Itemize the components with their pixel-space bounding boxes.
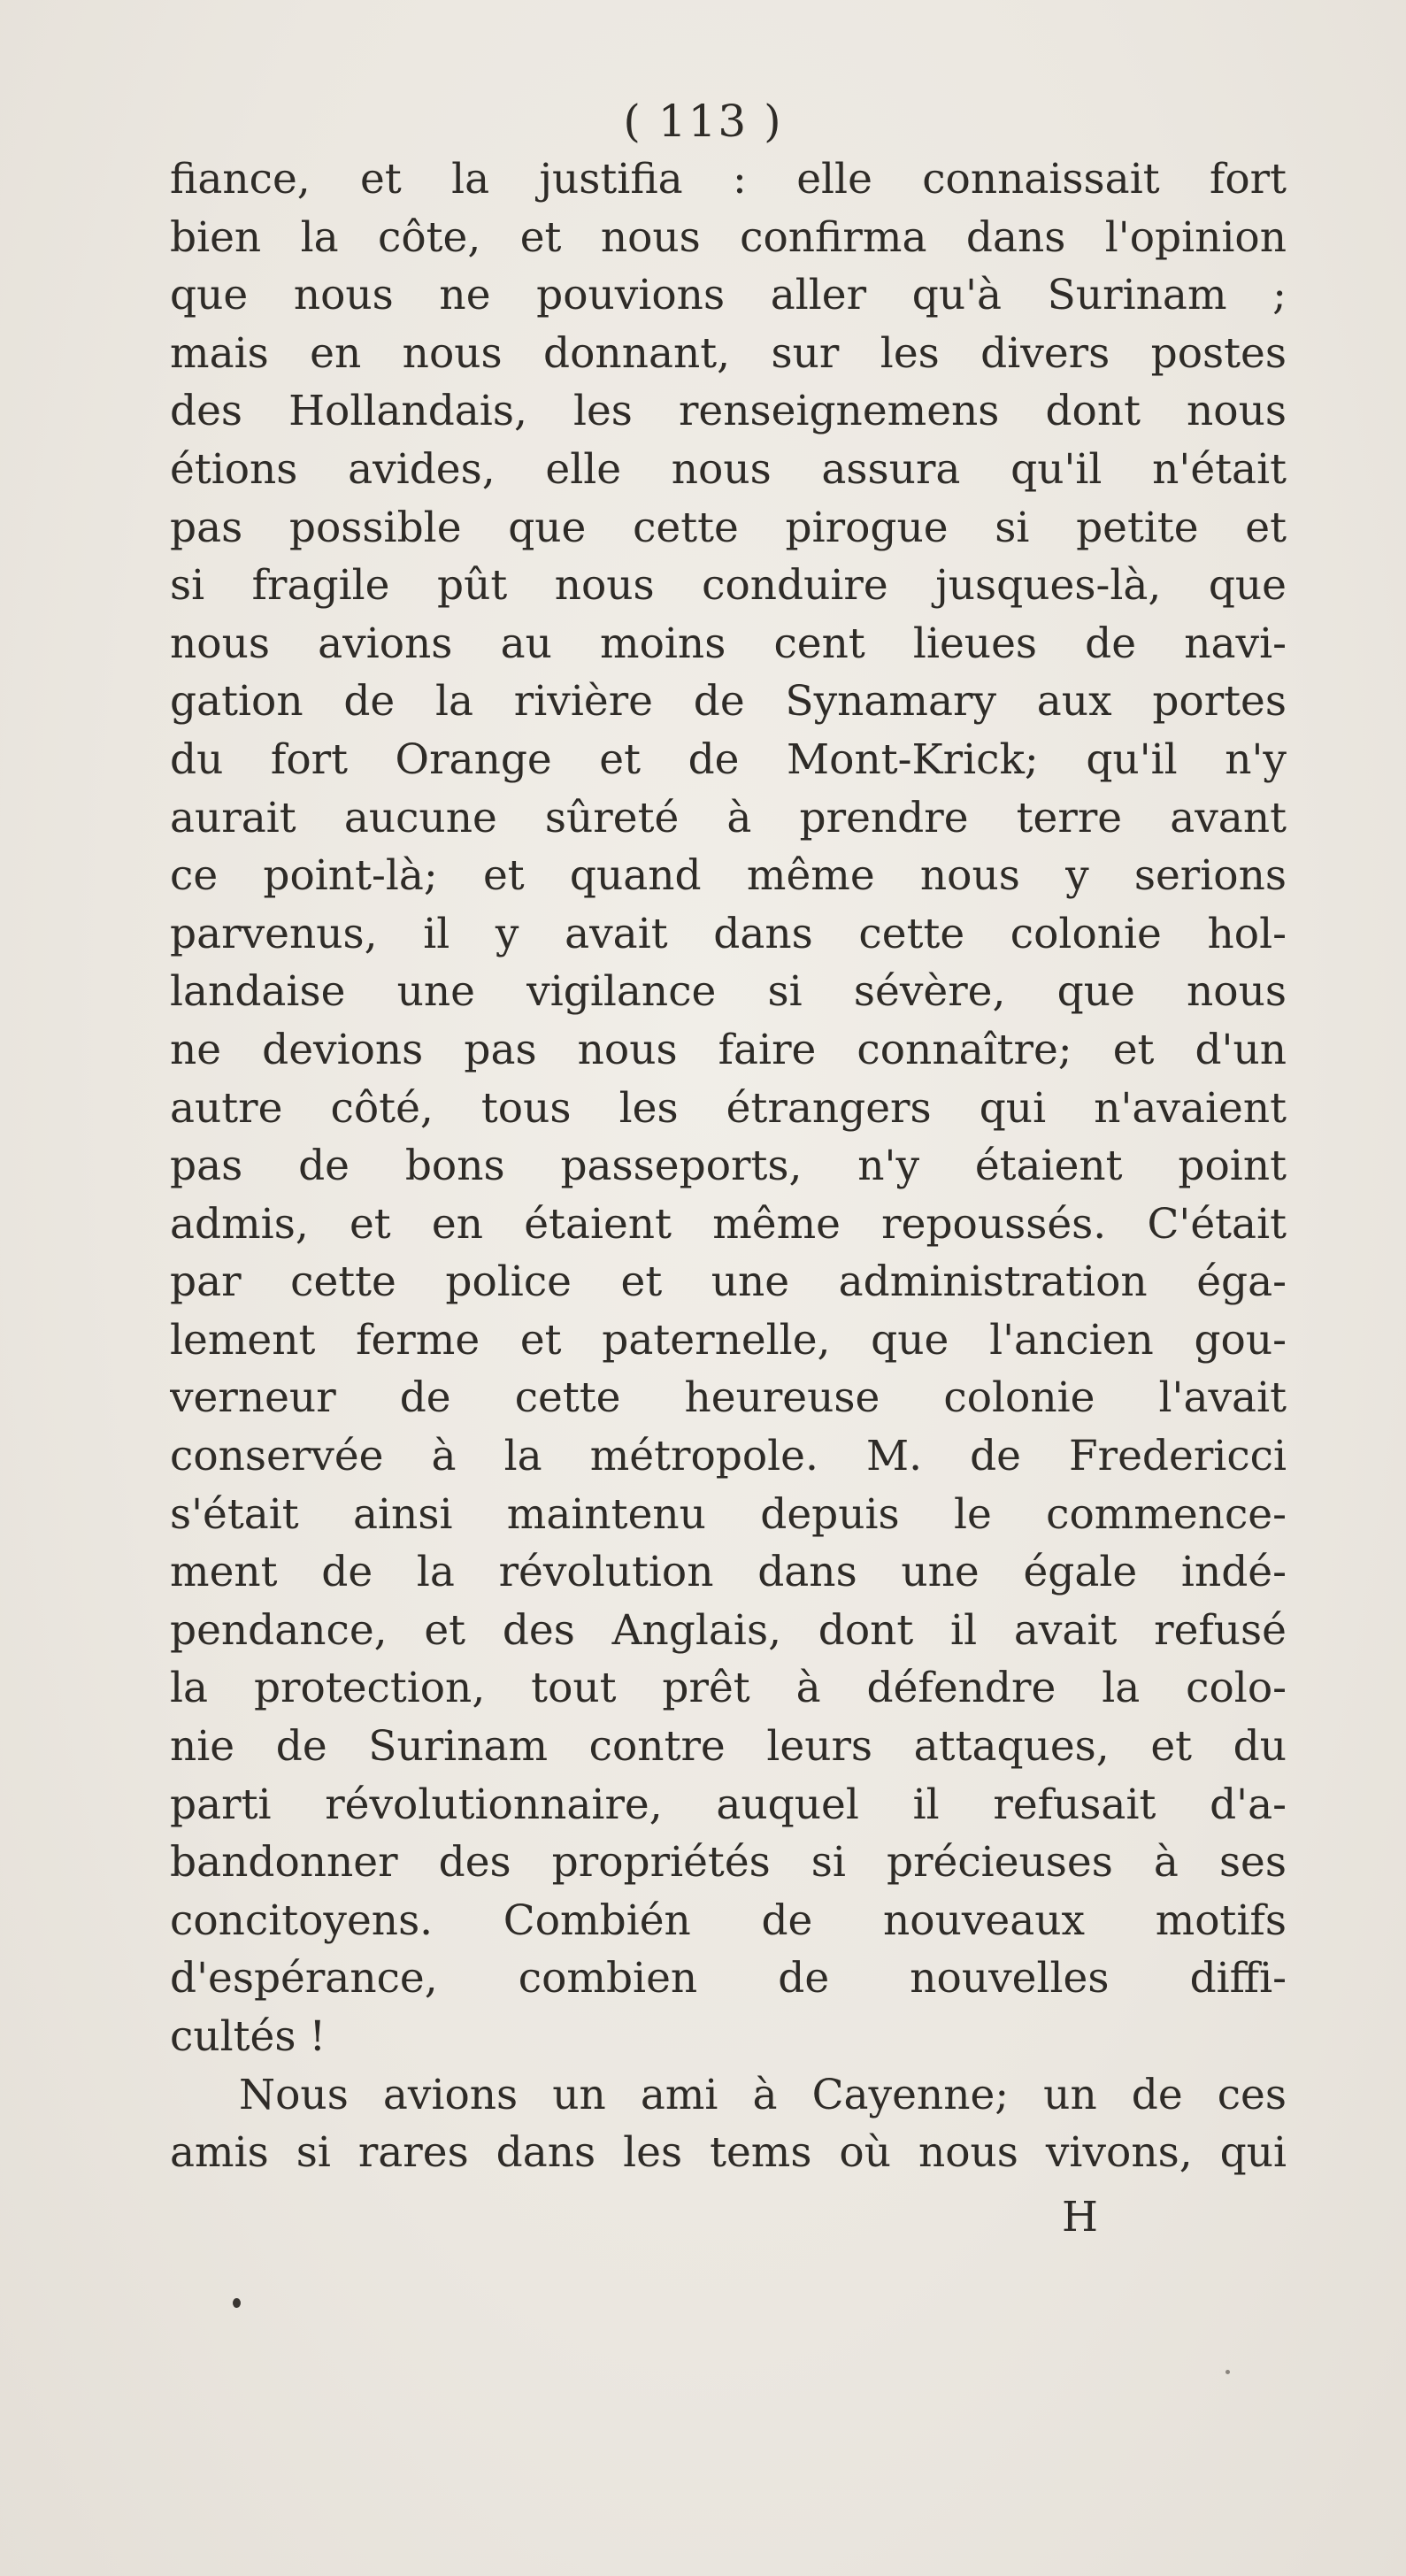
text-line: Nous avions un ami à Cayenne; un de ces [239,2070,1287,2119]
text-line: ne devions pas nous faire connaître; et d'un [170,1025,1287,1074]
text-line: ce point-là; et quand même nous y serions [170,851,1287,901]
text-line: que nous ne pouvions aller qu'à Surinam ; [170,271,1287,320]
text-line: d'espérance, combien de nouvelles diffi- [170,1954,1287,2003]
text-line: pas de bons passeports, n'y étaient point [170,1142,1287,1191]
text-line: bandonner des propriétés si précieuses à ses [170,1838,1287,1888]
text-line: s'était ainsi maintenu depuis le commence- [170,1489,1287,1539]
text-line: bien la côte, et nous confirma dans l'opinion [170,212,1287,262]
text-line: parvenus, il y avait dans cette colonie hol- [170,909,1287,958]
text-line: mais en nous donnant, sur les divers postes [170,328,1287,378]
text-line: étions avides, elle nous assura qu'il n'était [170,444,1287,494]
text-line: nie de Surinam contre leurs attaques, et du [170,1722,1287,1772]
text-line: du fort Orange et de Mont-Krick; qu'il n'y [170,734,1287,784]
text-line: concitoyens. Combién de nouveaux motifs [170,1895,1287,1945]
text-line: la protection, tout prêt à défendre la colo- [170,1664,1287,1713]
text-line: amis si rares dans les tems où nous vivons, qui [170,2128,1287,2178]
text-line: ment de la révolution dans une égale indé- [170,1548,1287,1597]
ink-speck [233,2298,241,2308]
ink-speck [1225,2370,1230,2374]
text-line: pas possible que cette pirogue si petite et [170,503,1287,552]
body-text [170,150,1287,2182]
page-number: ( 113 ) [623,96,783,147]
text-line: par cette police et une administration éga- [170,1257,1287,1307]
text-line: nous avions au moins cent lieues de navi- [170,619,1287,668]
text-line: landaise une vigilance si sévère, que nous [170,967,1287,1017]
text-line: parti révolutionnaire, auquel il refusait d'a- [170,1780,1287,1829]
text-line: autre côté, tous les étrangers qui n'avaient [170,1083,1287,1133]
text-line: conservée à la métropole. M. de Fredericci [170,1432,1287,1481]
text-line: aurait aucune sûreté à prendre terre avant [170,793,1287,842]
text-line: cultés ! [170,2012,327,2061]
signature-mark: H [1062,2193,1098,2242]
text-line: fiance, et la justifia : elle connaissait fort [170,155,1287,204]
text-line: admis, et en étaient même repoussés. C'était [170,1199,1287,1249]
text-line: des Hollandais, les renseignemens dont nous [170,387,1287,436]
text-line: lement ferme et paternelle, que l'ancien gou- [170,1315,1287,1365]
text-line: pendance, et des Anglais, dont il avait refusé [170,1605,1287,1655]
text-line: gation de la rivière de Synamary aux portes [170,677,1287,727]
text-line: verneur de cette heureuse colonie l'avait [170,1373,1287,1423]
text-line: si fragile pût nous conduire jusques-là, que [170,561,1287,611]
